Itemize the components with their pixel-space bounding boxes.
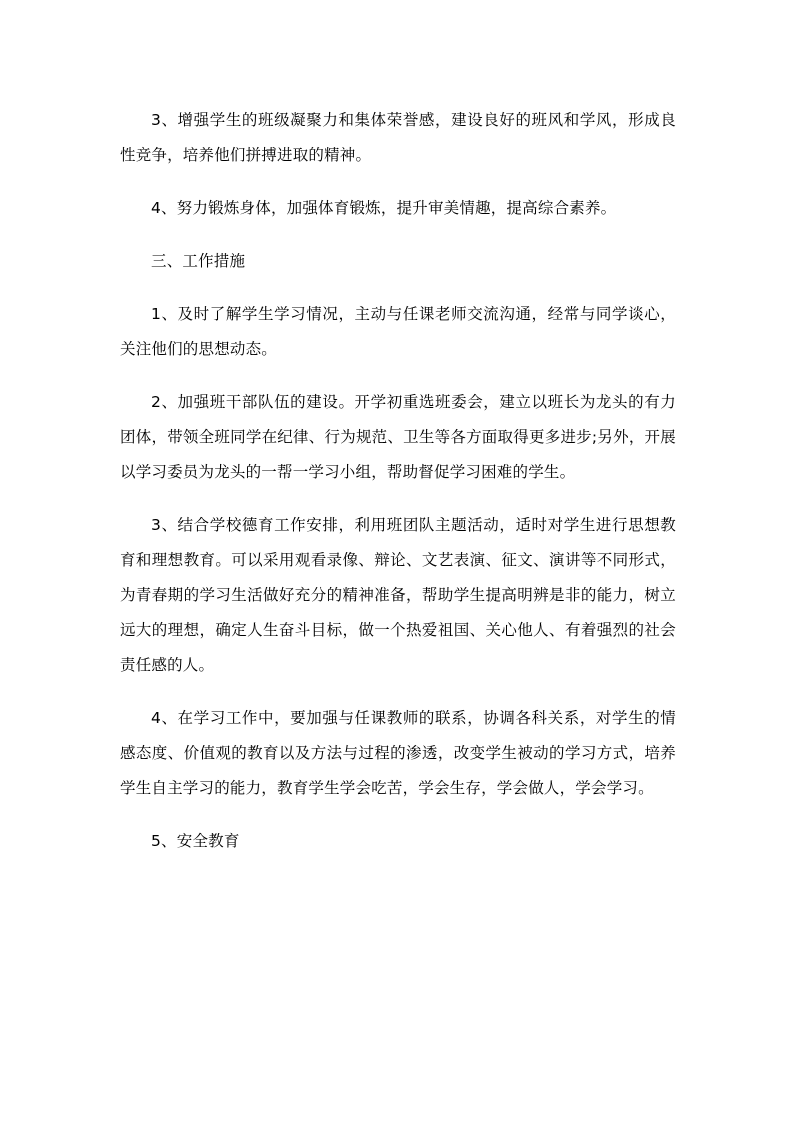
section-heading-measures: 三、工作措施 bbox=[151, 252, 246, 270]
document-body bbox=[120, 103, 676, 877]
paragraph-measure-3: 3、结合学校德育工作安排，利用班团队主题活动，适时对学生进行思想教育和理想教育。可以采用观看录像、辩论、文艺表演、征文、演讲等不同形式，为青春期的学习生活做好充分的精神准备，帮助学生提高明辨是非的能力，树立远大的理想，确定人生奋斗目标，做一个热爱祖国、关心他人、有着强烈的社会责任感的人。 bbox=[120, 516, 676, 674]
paragraph-goal-3: 3、增强学生的班级凝聚力和集体荣誉感，建设良好的班风和学风，形成良性竞争，培养他们拼搏进取的精神。 bbox=[120, 111, 676, 164]
paragraph-measure-1: 1、及时了解学生学习情况，主动与任课老师交流沟通，经常与同学谈心，关注他们的思想动态。 bbox=[120, 305, 676, 358]
paragraph-measure-4: 4、在学习工作中，要加强与任课教师的联系，协调各科关系，对学生的情感态度、价值观的教育以及方法与过程的渗透，改变学生被动的学习方式，培养学生自主学习的能力，教育学生学会吃苦，学会生存，学会做人，学会学习。 bbox=[120, 709, 676, 797]
paragraph-goal-4: 4、努力锻炼身体，加强体育锻炼，提升审美情趣，提高综合素养。 bbox=[151, 199, 617, 217]
paragraph-measure-5: 5、安全教育 bbox=[151, 832, 240, 850]
paragraph-measure-2: 2、加强班干部队伍的建设。开学初重选班委会，建立以班长为龙头的有力团体，带领全班同学在纪律、行为规范、卫生等各方面取得更多进步;另外，开展以学习委员为龙头的一帮一学习小组，帮助督促学习困难的学生。 bbox=[120, 393, 676, 481]
